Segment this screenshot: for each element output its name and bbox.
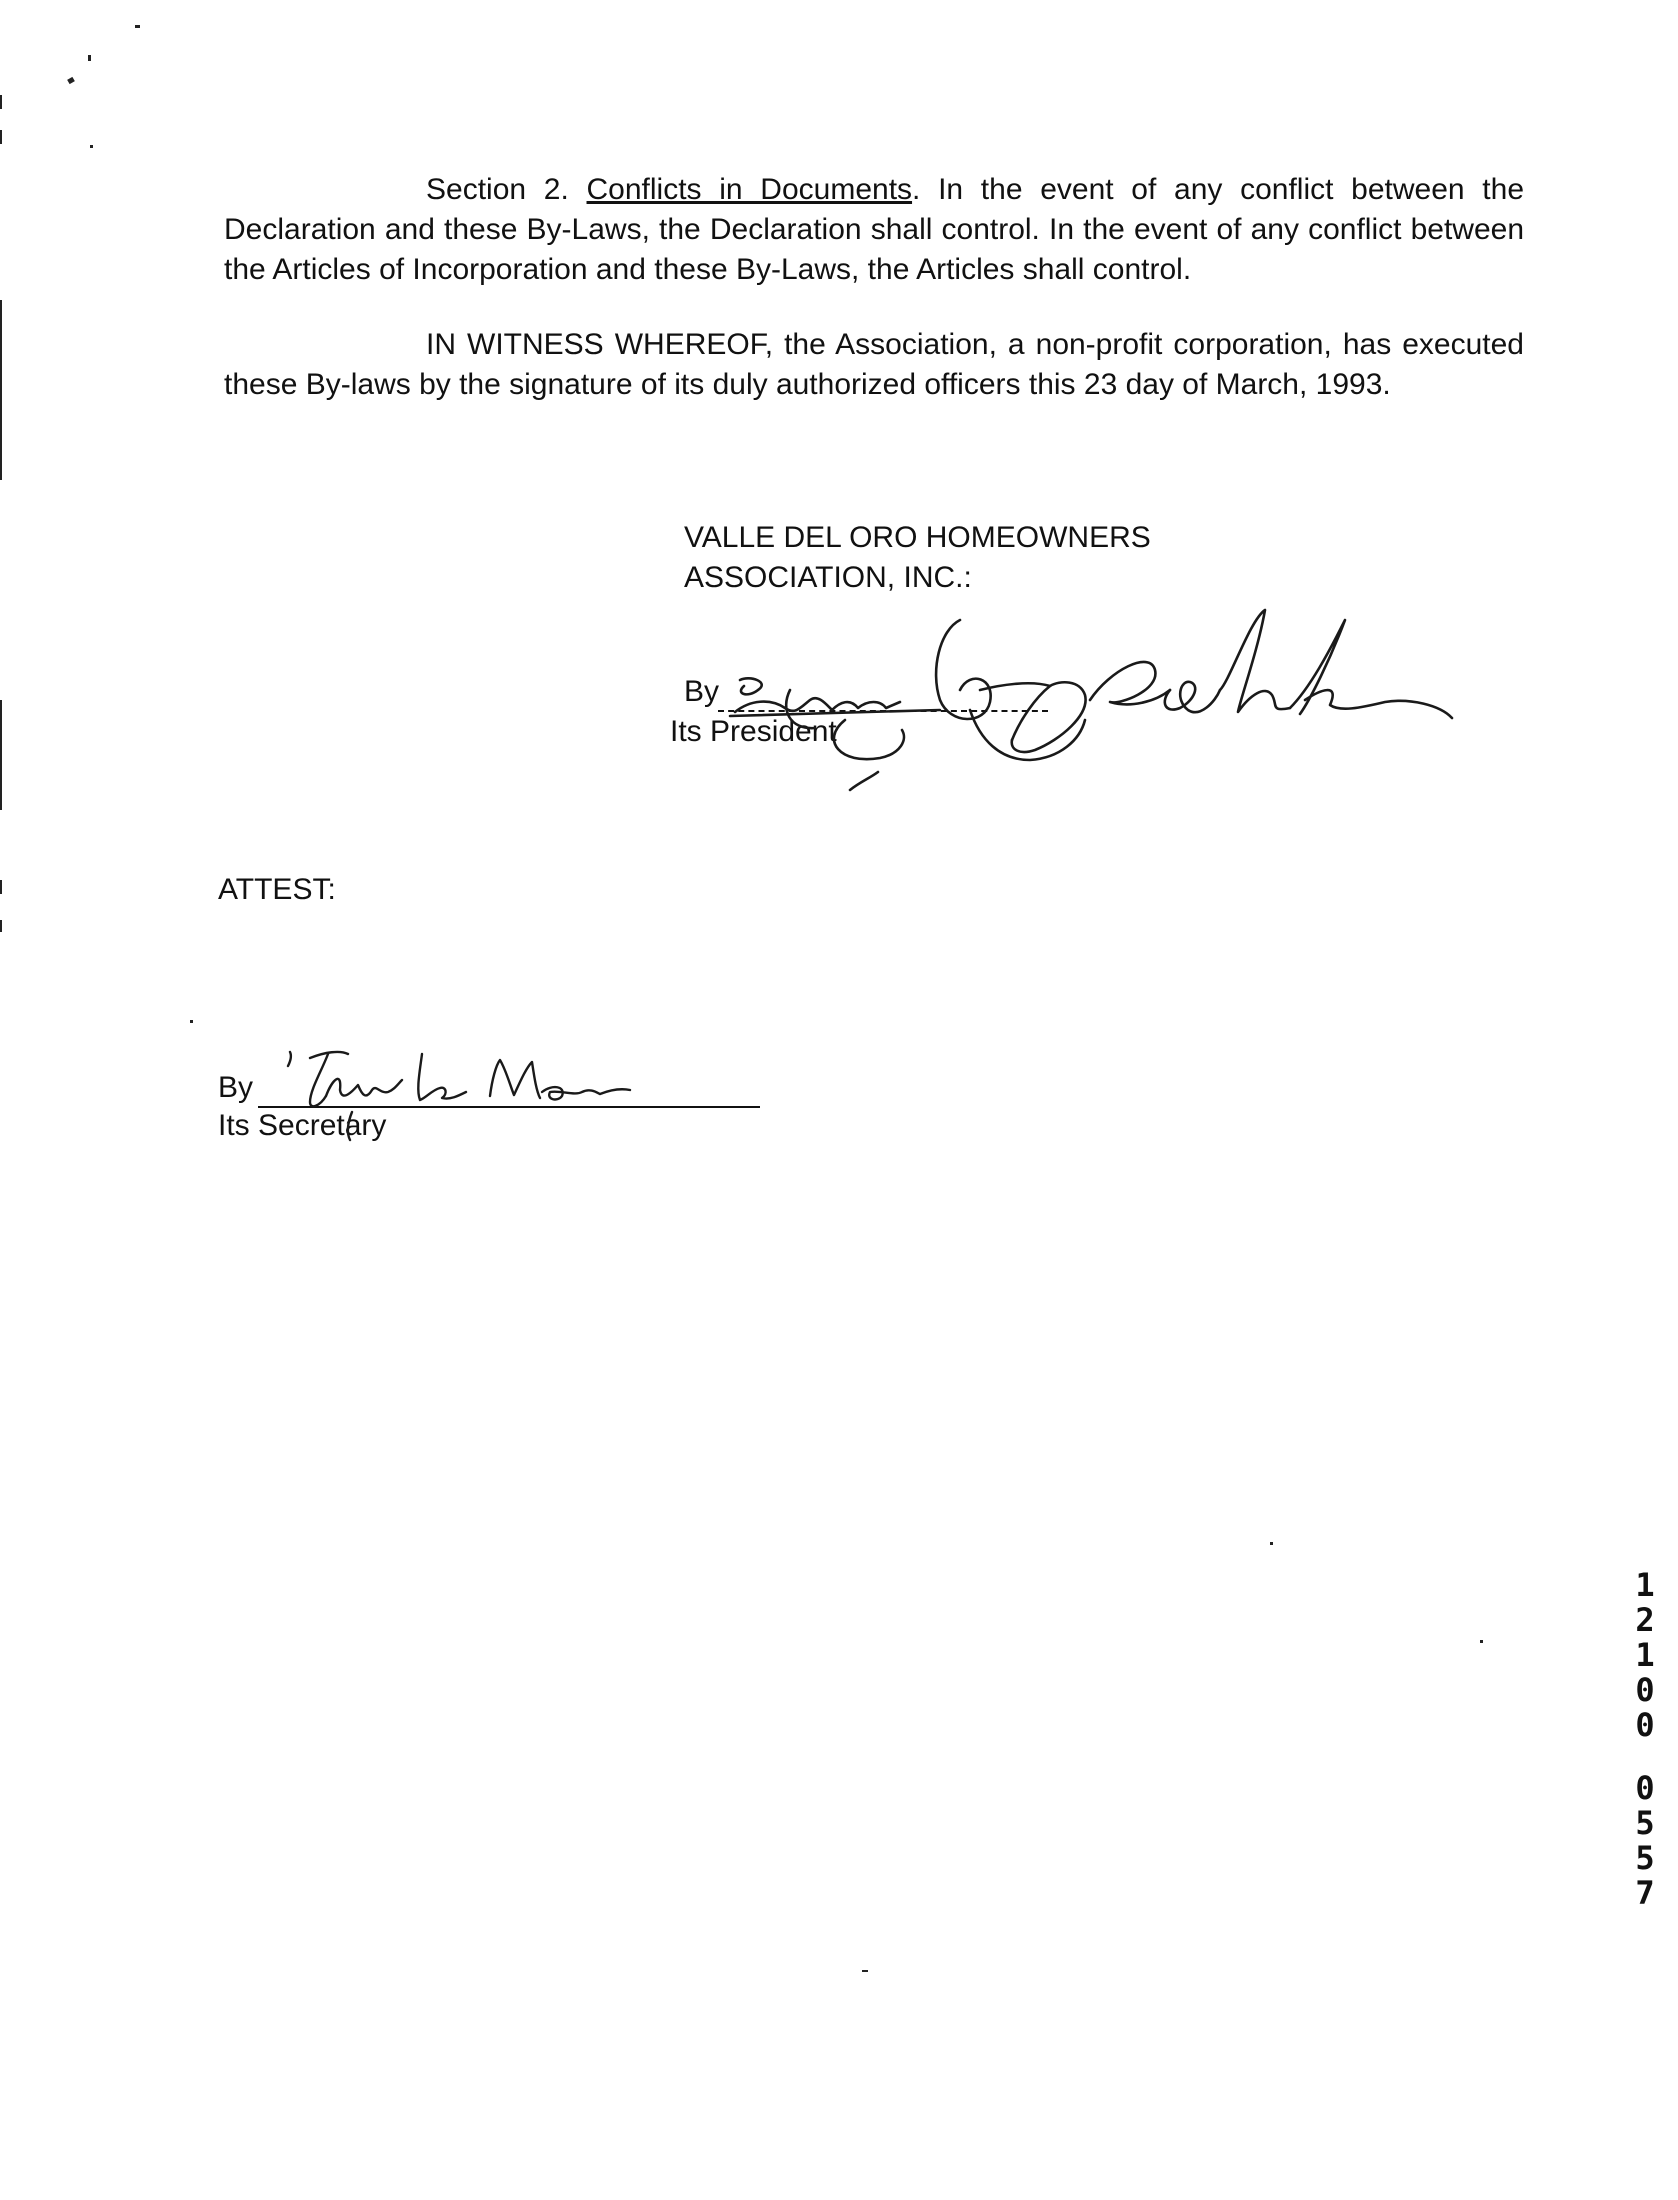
scan-mark [135, 25, 140, 28]
section-heading: Conflicts in Documents [586, 173, 913, 206]
witness-paragraph [224, 325, 1524, 405]
scan-mark [0, 95, 2, 109]
scan-mark [190, 1020, 193, 1023]
association-name-line-2: ASSOCIATION, INC.: [684, 561, 972, 594]
scan-mark [88, 55, 91, 61]
section-2-paragraph [224, 170, 1524, 290]
scan-mark [862, 1970, 868, 1972]
scan-mark [0, 920, 2, 932]
scan-mark [90, 145, 93, 148]
scan-mark [67, 77, 75, 84]
scan-mark [1480, 1640, 1483, 1643]
stamp-digit: 2 [1635, 1601, 1655, 1639]
stamp-digit: 0 [1635, 1706, 1655, 1744]
association-name [684, 518, 1151, 598]
president-by-label: By [684, 675, 720, 708]
scan-mark [1270, 1542, 1273, 1545]
stamp-digit: 1 [1635, 1636, 1655, 1674]
document-number-stamp [1620, 1568, 1670, 1911]
secretary-title: Its Secretary [218, 1109, 387, 1142]
section-body: . In the event of any conflict between the Declaration and these By-Laws, the Declaration shall control. In the event of any conflict between the Articles of Incorporation and these By-Laws, the Articles shall control. [224, 173, 1525, 286]
witness-text: IN WITNESS WHEREOF, the Association, a non-profit corporation, has executed these By-laws by the signature of its duly authorized officers this 23 day of March, 1993. [224, 328, 1524, 401]
secretary-by-label: By [218, 1071, 254, 1104]
attest-label: ATTEST: [218, 873, 336, 906]
scan-mark [0, 130, 2, 144]
stamp-digit: 5 [1635, 1839, 1655, 1877]
association-name-line-1: VALLE DEL ORO HOMEOWNERS [684, 521, 1151, 554]
president-title: Its President [670, 715, 837, 748]
section-label: Section 2. [426, 173, 569, 206]
stamp-digit: 0 [1635, 1671, 1655, 1709]
stamp-digit: 0 [1635, 1769, 1655, 1807]
stamp-digit: 7 [1635, 1874, 1655, 1912]
scan-mark [0, 700, 2, 810]
stamp-digit: 1 [1635, 1566, 1655, 1604]
secretary-signature [270, 1040, 650, 1160]
stamp-digit: 5 [1635, 1804, 1655, 1842]
president-signature [640, 590, 1460, 820]
scan-mark [0, 880, 2, 894]
scan-mark [0, 300, 2, 480]
